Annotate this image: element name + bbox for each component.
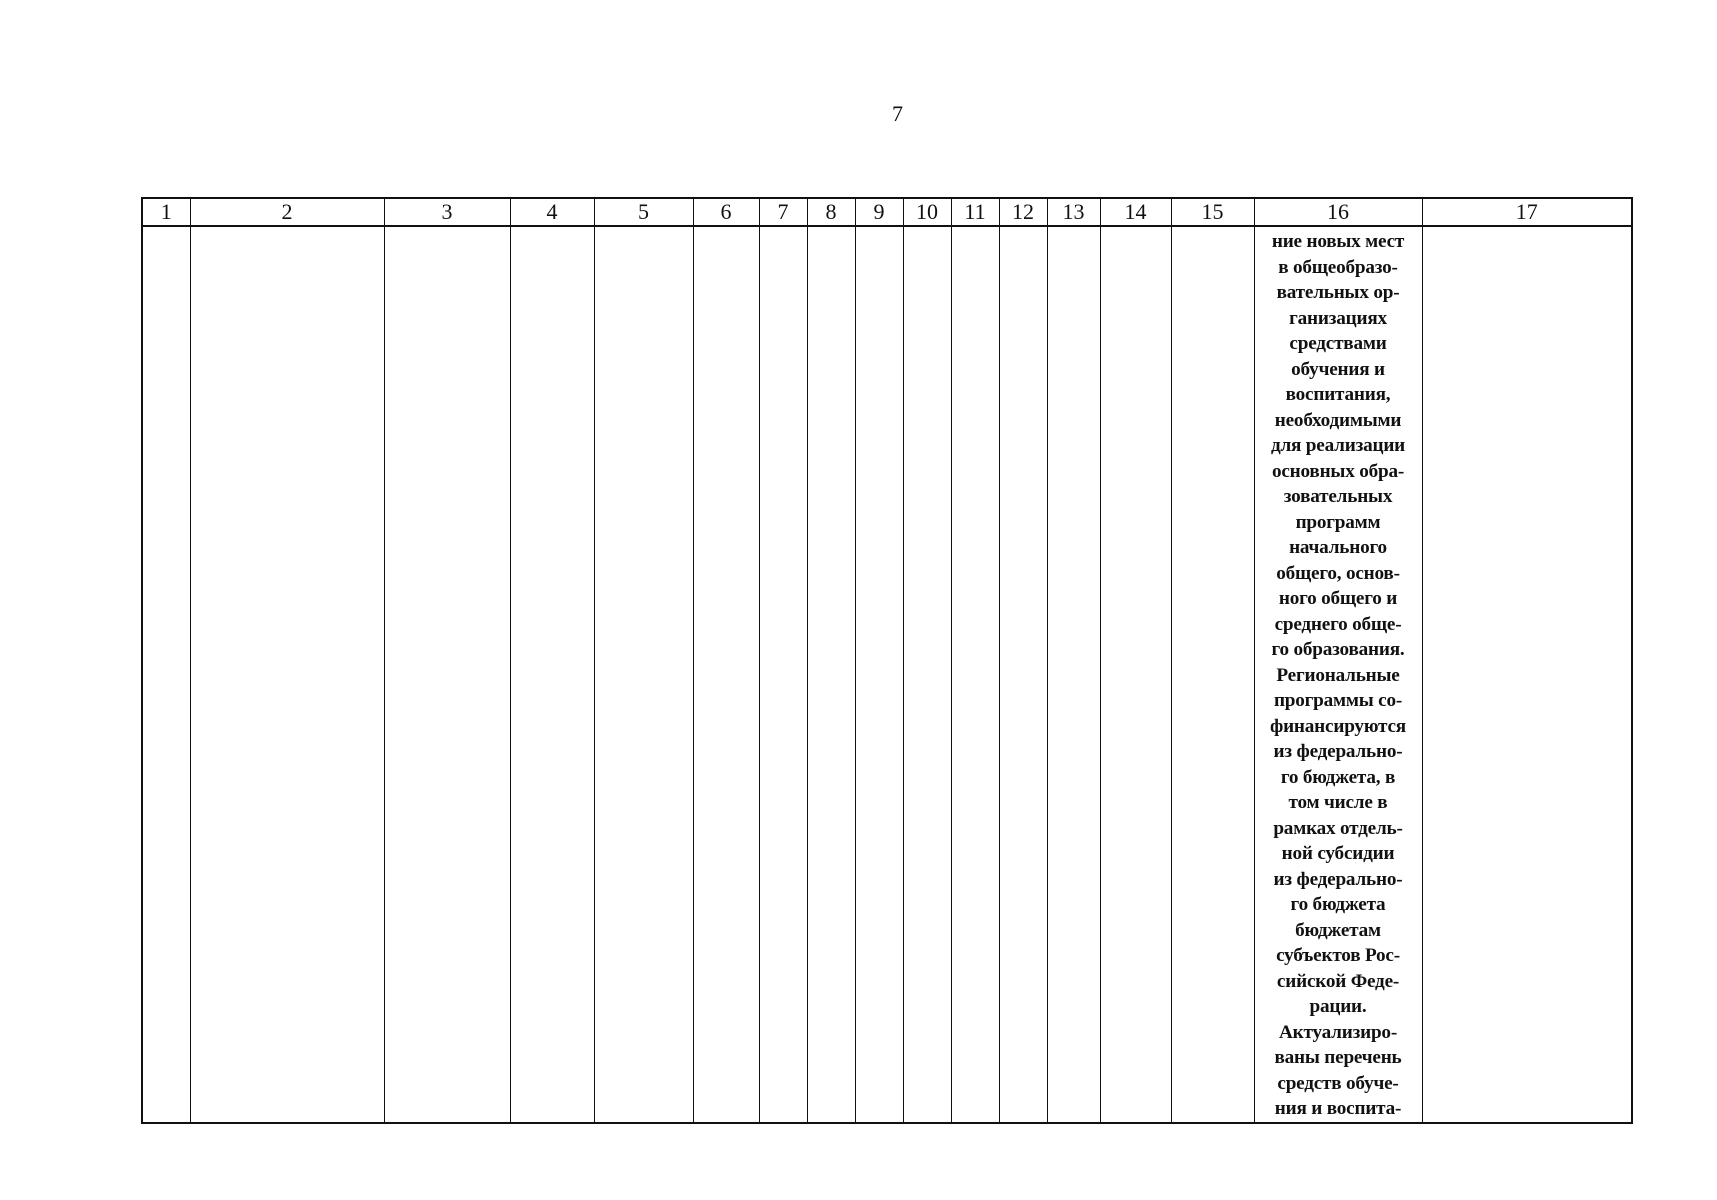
table-cell [1422,226,1632,1123]
column-header-4: 4 [510,198,594,226]
column-header-17: 17 [1422,198,1632,226]
cell-text-line: ганизациях [1289,307,1387,329]
cell-text-line: Актуализиро- [1278,1021,1398,1043]
page-number: 7 [892,101,903,126]
header-row [142,198,1632,226]
column-header-15: 15 [1171,198,1254,226]
cell-text-line: го бюджета, в [1280,766,1396,788]
cell-text-line: го бюджета [1290,894,1386,915]
table-cell [693,226,759,1123]
table-row [142,226,1632,1123]
cell-text-line: том числе в [1288,792,1388,813]
cell-text-line: бюджетам [1295,919,1381,941]
column-header-1: 1 [142,198,190,226]
cell-text-line: зовательных [1283,486,1393,507]
cell-text-line: для реализации [1270,435,1406,456]
cell-text-line: в общеобразо- [1278,256,1398,278]
table-cell [142,226,190,1123]
cell-text-line: ваны перечень [1274,1047,1402,1068]
data-table [141,197,1633,1124]
column-header-10: 10 [903,198,951,226]
table-cell [1047,226,1100,1123]
cell-text-line: обучения и [1291,358,1385,380]
table-cell [384,226,510,1123]
cell-text-line: из федерально- [1273,741,1403,762]
table-cell [903,226,951,1123]
cell-text-line: программ [1295,511,1381,533]
cell-text-line: воспитания, [1285,384,1391,405]
column-header-13: 13 [1047,198,1100,226]
cell-text-line: финансируются [1270,715,1406,737]
column-header-9: 9 [855,198,903,226]
cell-text-line: начального [1289,537,1387,558]
column-header-6: 6 [693,198,759,226]
table-cell [1100,226,1171,1123]
cell-text-col16 [1255,227,1422,1122]
cell-text-line: рации. [1309,996,1367,1017]
table-cell [807,226,855,1123]
table-cell [1171,226,1254,1123]
table-cell-col16 [1254,226,1422,1123]
cell-text-line: среднего обще- [1274,613,1402,635]
cell-text-line: го образования. [1271,639,1405,660]
table-cell [855,226,903,1123]
table-cell [999,226,1047,1123]
column-header-2: 2 [190,198,384,226]
column-header-7: 7 [759,198,807,226]
cell-text-line: необходимыми [1274,409,1402,431]
table-cell [190,226,384,1123]
cell-text-line: средств обуче- [1277,1072,1399,1094]
cell-text-line: вательных ор- [1276,282,1400,303]
cell-text-line: общего, основ- [1276,562,1400,584]
cell-text-line: рамках отдель- [1273,817,1403,839]
cell-text-line: субъектов Рос- [1276,945,1400,966]
column-header-12: 12 [999,198,1047,226]
cell-text-line: ного общего и [1278,588,1398,609]
cell-text-line: ной субсидии [1281,843,1395,864]
cell-text-line: Региональные [1276,664,1400,686]
column-header-5: 5 [594,198,693,226]
column-header-8: 8 [807,198,855,226]
column-header-3: 3 [384,198,510,226]
column-header-16: 16 [1254,198,1422,226]
cell-text-line: основных обра- [1271,460,1405,482]
table-cell [510,226,594,1123]
cell-text-line: ния и воспита- [1274,1098,1402,1119]
cell-text-line: ние новых мест [1271,231,1405,252]
table-cell [759,226,807,1123]
column-header-14: 14 [1100,198,1171,226]
cell-text-line: программы со- [1273,690,1403,711]
table-cell [594,226,693,1123]
table-cell [951,226,999,1123]
cell-text-line: сийской Феде- [1276,970,1400,992]
cell-text-line: из федерально- [1273,868,1403,890]
column-header-11: 11 [951,198,999,226]
cell-text-line: средствами [1289,333,1387,354]
